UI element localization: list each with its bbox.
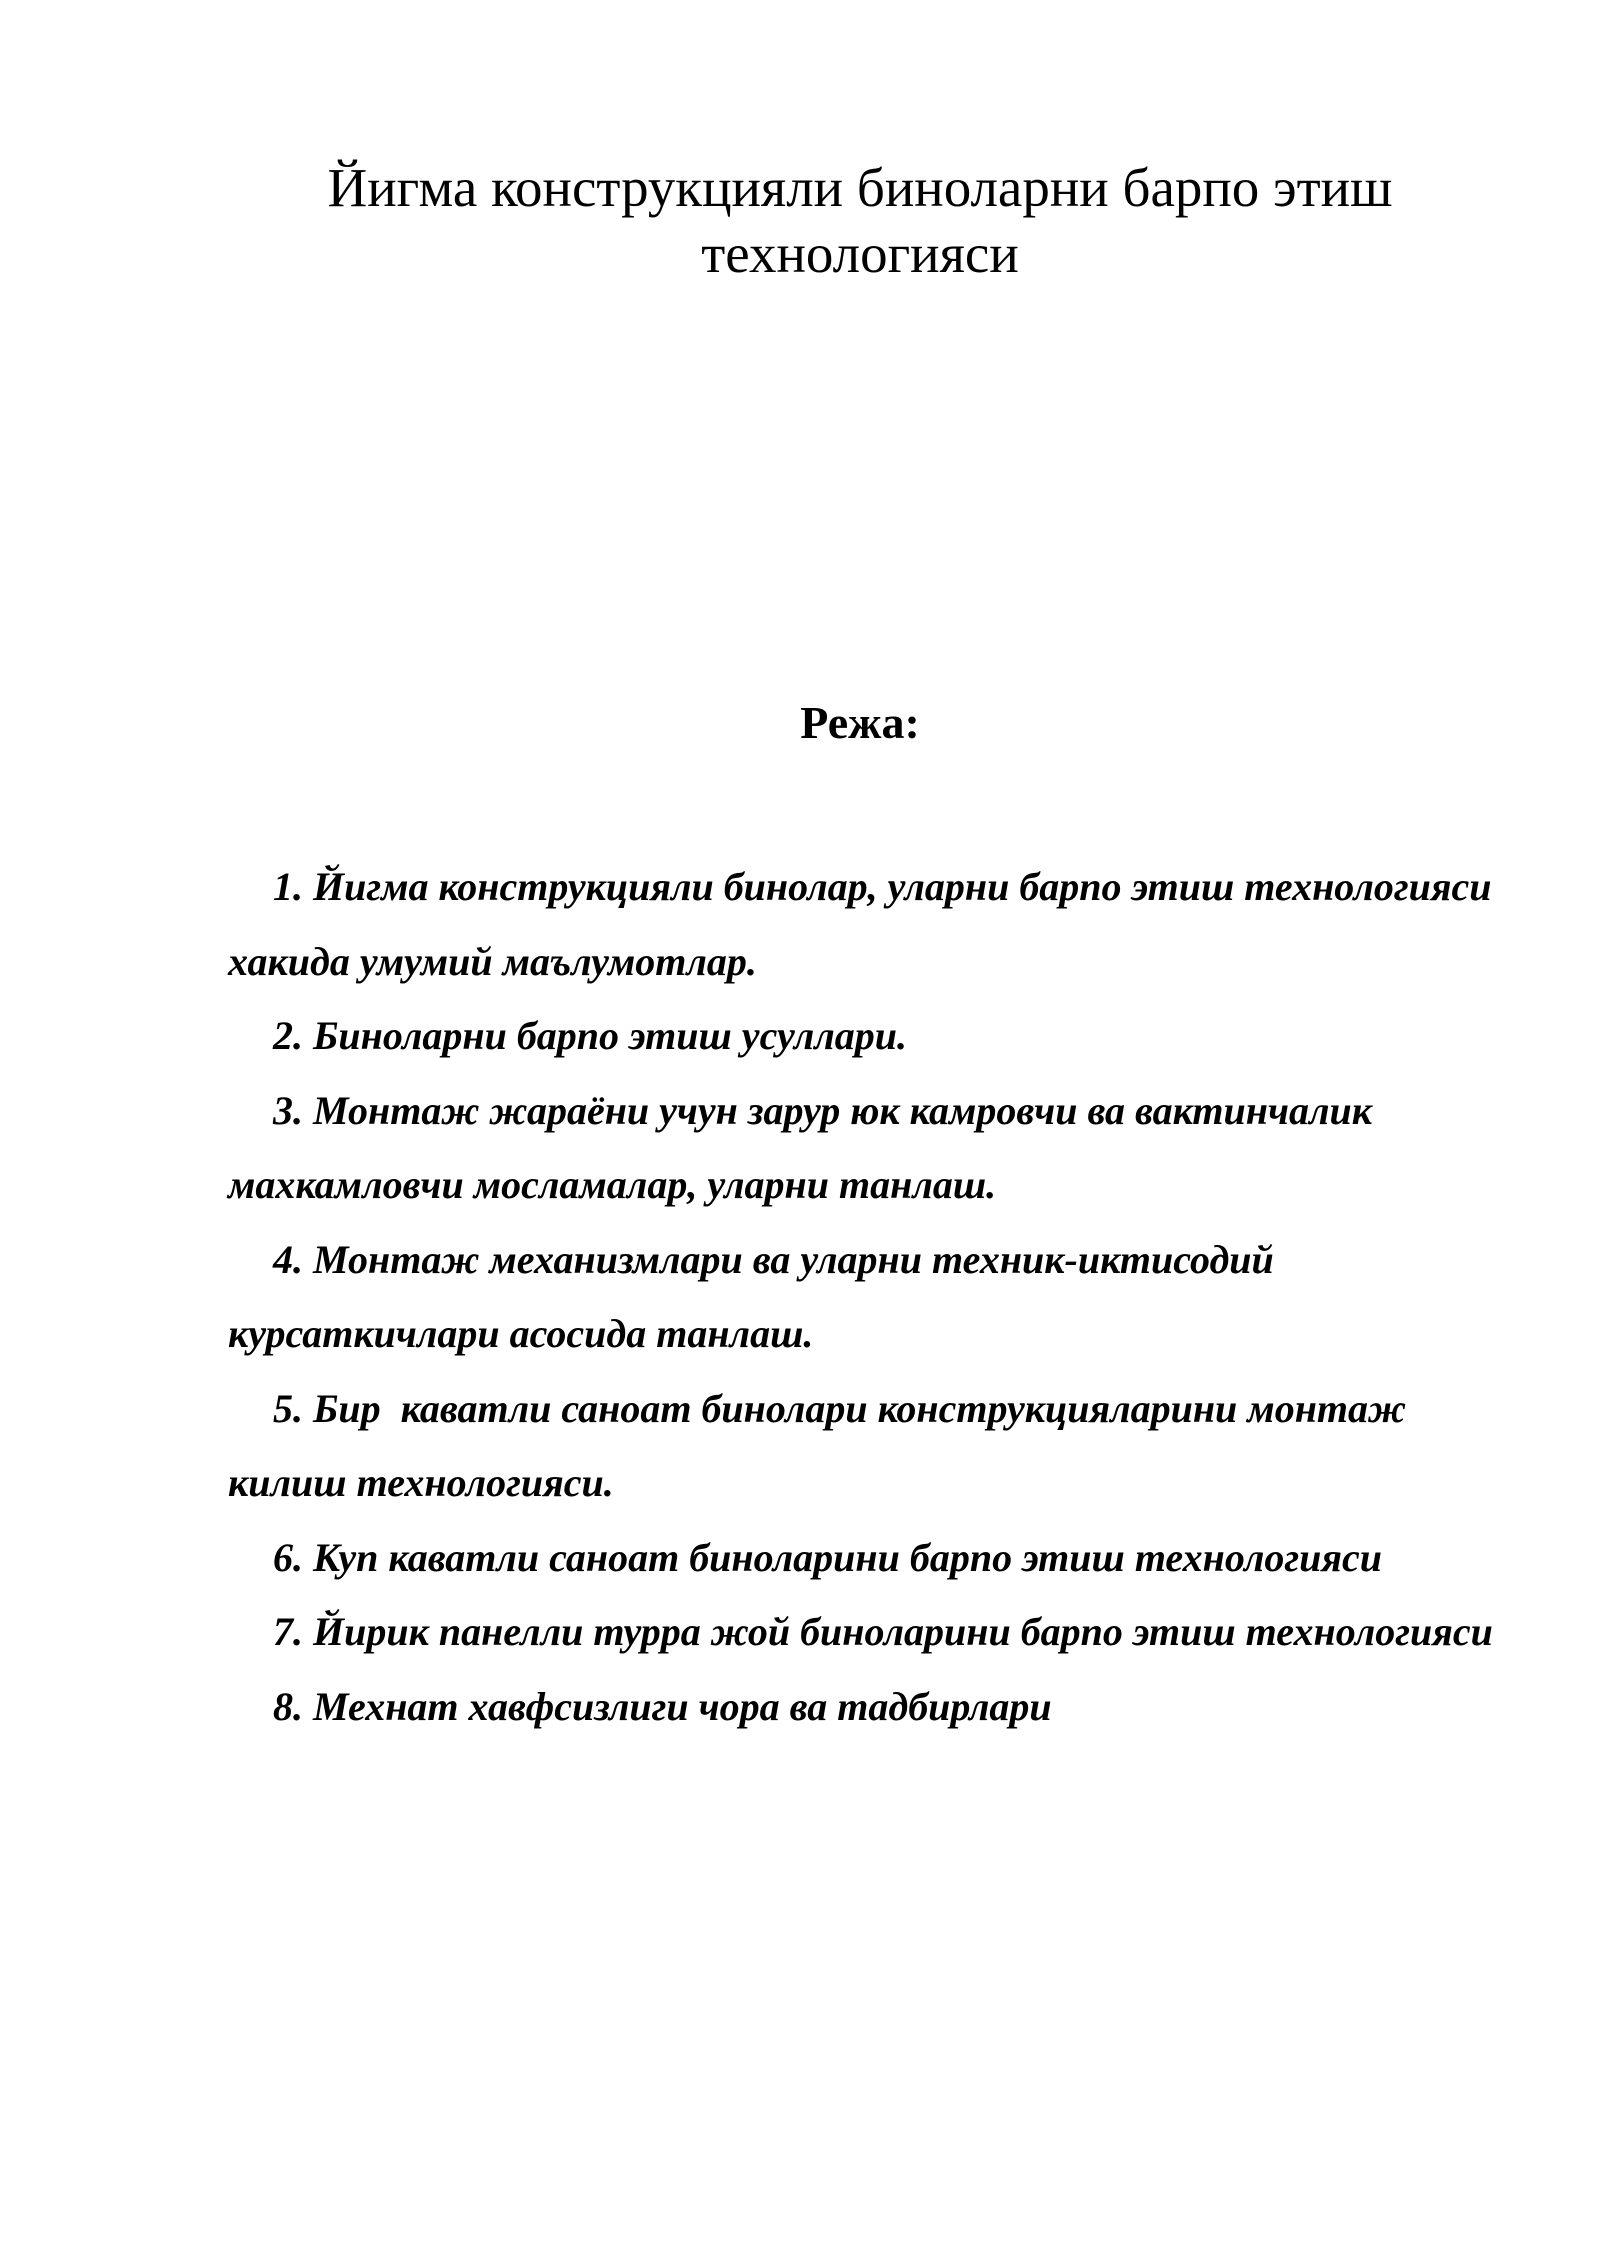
plan-item: 8. Мехнат хавфсизлиги чора ва тадбирлари	[273, 1683, 1052, 1729]
plan-item: 6. Куп каватли саноат биноларини барпо этиш технологияси	[273, 1534, 1382, 1580]
plan-item: 4. Монтаж механизмлари ва уларни техник-иктисодий курсаткичлари асосида танлаш.	[228, 1236, 1284, 1356]
plan-item: 1. Йигма конструкцияли бинолар, уларни барпо этиш технологияси хакида умумий маълумотлар.	[228, 864, 1502, 984]
document-title: Йигма конструкцияли биноларни барпо этиш технологияси	[327, 157, 1393, 284]
plan-list	[228, 850, 1528, 1744]
plan-heading: Режа:	[800, 697, 920, 748]
plan-item: 5. Бир каватли саноат бинолари конструкцияларини монтаж килиш технологияси.	[228, 1385, 1417, 1505]
plan-item: 3. Монтаж жараёни учун зарур юк камровчи ва вактинчалик махкамловчи мосламалар, уларни танлаш.	[228, 1087, 1383, 1207]
plan-item: 2. Биноларни барпо этиш усуллари.	[273, 1013, 908, 1058]
plan-item: 7. Йирик панелли турра жой биноларини барпо этиш технологияси	[273, 1609, 1493, 1654]
